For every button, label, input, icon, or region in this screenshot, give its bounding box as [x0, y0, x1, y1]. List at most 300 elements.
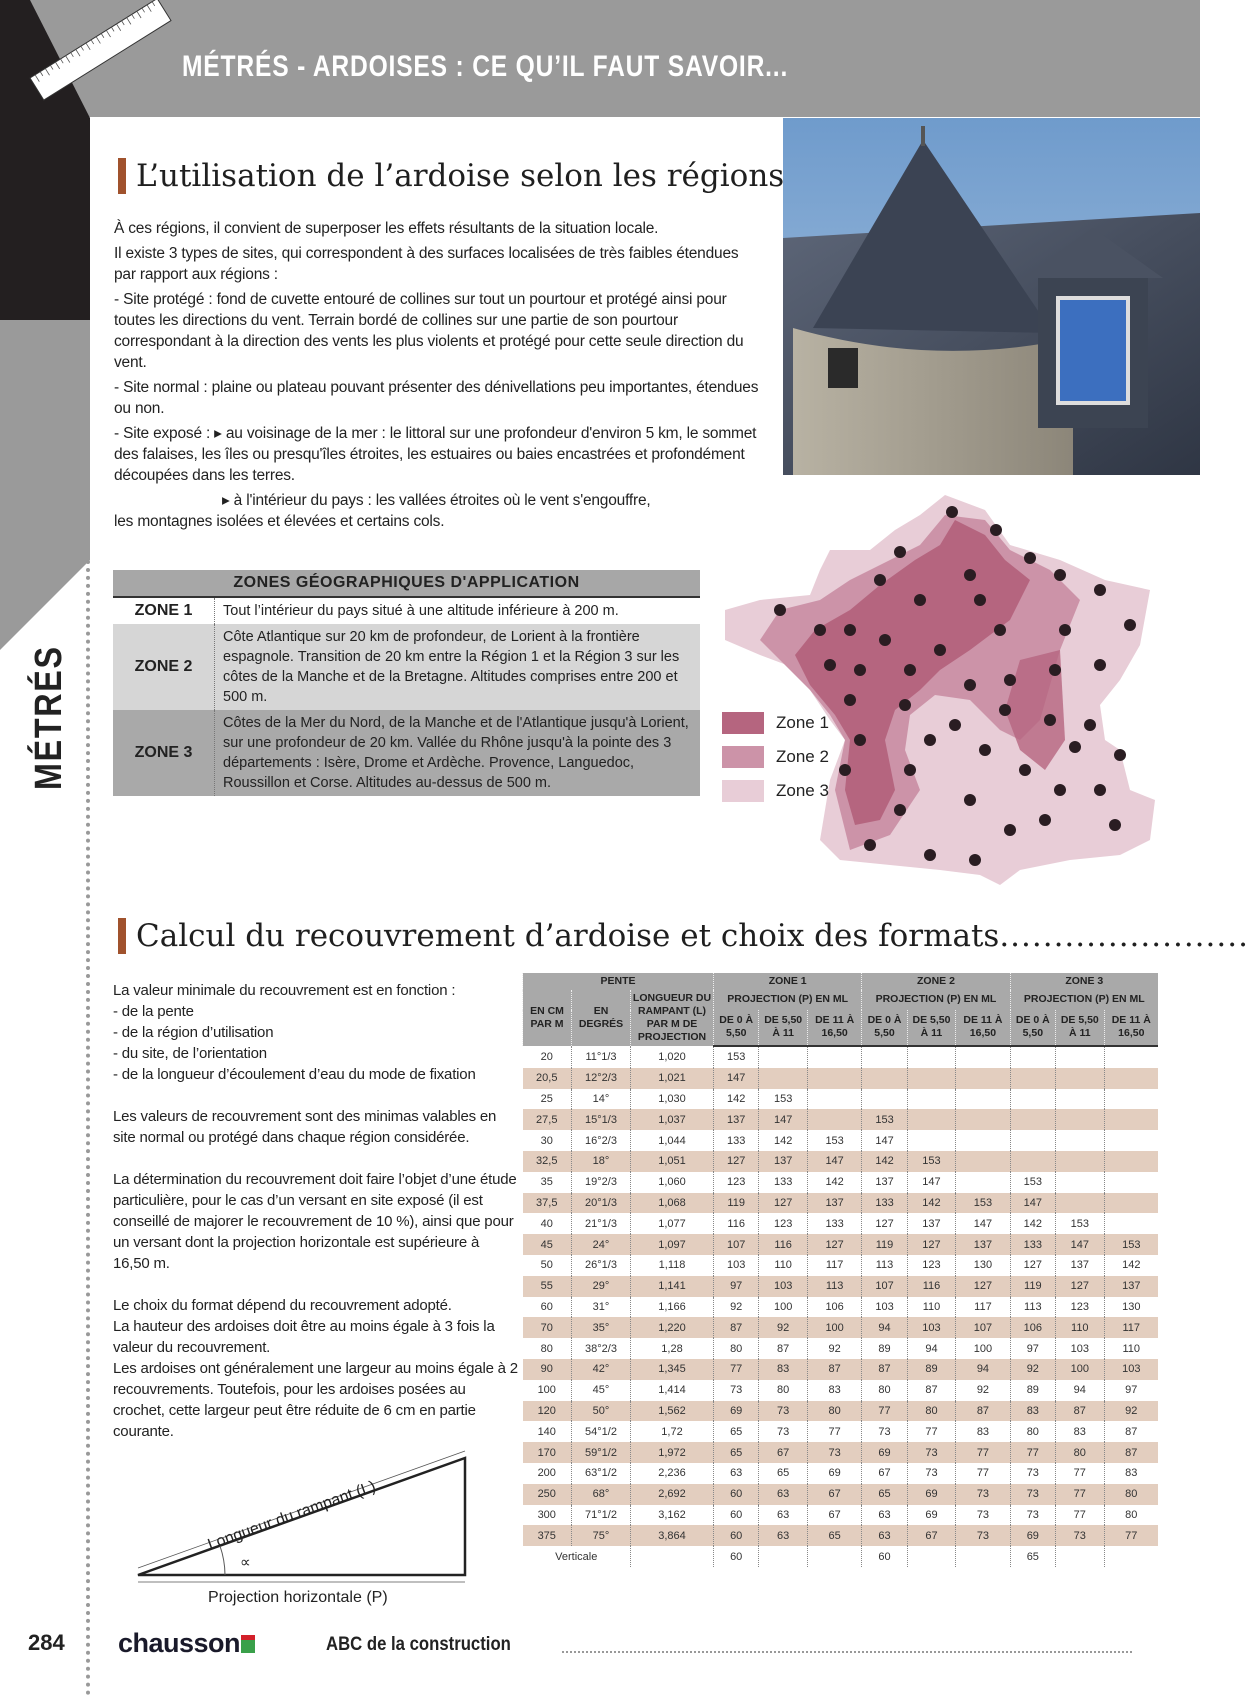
- table-cell: [1056, 1109, 1105, 1130]
- table-cell: 170: [523, 1442, 572, 1463]
- table-cell: 11°1/3: [572, 1046, 631, 1068]
- table-cell: 103: [1104, 1359, 1158, 1380]
- table-cell: 147: [807, 1151, 861, 1172]
- table-cell: [907, 1068, 956, 1089]
- dotted-margin-line: [86, 560, 90, 1696]
- table-cell: [1010, 1046, 1055, 1068]
- table-cell: 1,030: [631, 1089, 714, 1110]
- table-cell: [1104, 1068, 1158, 1089]
- zone-row: [113, 597, 700, 624]
- table-cell: 153: [1056, 1213, 1105, 1234]
- table-cell: [1056, 1130, 1105, 1151]
- table-cell: [1104, 1172, 1158, 1193]
- table-cell: 73: [907, 1463, 956, 1484]
- header-zone3: ZONE 3: [1010, 973, 1158, 990]
- table-cell: 300: [537, 1508, 556, 1521]
- header-zone1: ZONE 1: [714, 973, 862, 990]
- page-header-title: MÉTRÉS - ARDOISES : CE QU’IL FAUT SAVOIR...: [182, 50, 789, 83]
- table-cell: 54°1/2: [572, 1421, 631, 1442]
- footer-dotted-line: [562, 1651, 1132, 1653]
- table-cell: 89: [1010, 1380, 1055, 1401]
- table-cell: 77: [862, 1401, 907, 1422]
- table-cell: [1056, 1546, 1105, 1567]
- paragraph: La détermination du recouvrement doit faire l’objet d’une étude particulière, pour le cas d’un versant en site exposé (il est conseillé de majorer le recouvrement de 10 %), ainsi que pour un versant dont la projection horizontale est supérieure à 16,50 m.: [113, 1171, 517, 1272]
- table-cell: 77: [1104, 1525, 1158, 1546]
- table-cell: 87: [1104, 1442, 1158, 1463]
- table-cell: 18°: [572, 1151, 631, 1172]
- table-cell: 137: [759, 1151, 808, 1172]
- zones-table: [113, 570, 700, 796]
- table-cell: 100: [956, 1338, 1010, 1359]
- table-cell: 110: [907, 1297, 956, 1318]
- table-cell: 25: [540, 1092, 553, 1105]
- table-cell: 73: [956, 1484, 1010, 1505]
- paragraph: Les ardoises ont généralement une largeur au moins égale à 2 recouvrements. Toutefois, pour les ardoises posées au crochet, cette largeur peut être réduite de 6 cm en partie courante.: [113, 1360, 518, 1440]
- table-cell: 80: [862, 1380, 907, 1401]
- table-cell: 147: [956, 1213, 1010, 1234]
- table-cell: [1010, 1151, 1055, 1172]
- table-cell: 69: [1010, 1525, 1055, 1546]
- table-cell: 113: [1010, 1297, 1055, 1318]
- angle-label: ∝: [240, 1554, 251, 1571]
- table-cell: 65: [714, 1421, 759, 1442]
- table-cell: [907, 1046, 956, 1068]
- table-cell: 16°2/3: [572, 1130, 631, 1151]
- table-cell: 110: [1056, 1317, 1105, 1338]
- table-cell: 80: [540, 1342, 553, 1355]
- paragraph: Il existe 3 types de sites, qui correspondent à des surfaces localisées de très faibles étendues par rapport aux régions :: [114, 245, 739, 283]
- table-cell: 142: [907, 1193, 956, 1214]
- table-row: [523, 1046, 1159, 1068]
- table-cell: 92: [956, 1380, 1010, 1401]
- table-cell: 147: [759, 1109, 808, 1130]
- table-cell: 67: [807, 1484, 861, 1505]
- table-cell: 73: [956, 1505, 1010, 1526]
- table-cell: [907, 1109, 956, 1130]
- map-legend: [722, 712, 829, 814]
- table-cell: 127: [759, 1193, 808, 1214]
- table-row: [523, 1380, 1159, 1401]
- slope-label: Longueur du rampant (L): [205, 1478, 378, 1554]
- zones-table-title: ZONES GÉOGRAPHIQUES D'APPLICATION: [113, 570, 700, 597]
- table-cell: [631, 1546, 714, 1567]
- table-cell: 63: [759, 1525, 808, 1546]
- calcul-text: [113, 980, 518, 1442]
- table-cell: 100: [1056, 1359, 1105, 1380]
- table-cell: 100: [807, 1317, 861, 1338]
- table-cell: 1,077: [631, 1213, 714, 1234]
- table-cell: 1,060: [631, 1172, 714, 1193]
- table-cell: 87: [956, 1401, 1010, 1422]
- table-cell: 1,972: [631, 1442, 714, 1463]
- table-row: [523, 1359, 1159, 1380]
- table-cell: 68°: [572, 1484, 631, 1505]
- table-cell: 83: [1056, 1421, 1105, 1442]
- table-cell: 80: [907, 1401, 956, 1422]
- table-cell: [1056, 1046, 1105, 1068]
- table-cell: 117: [956, 1297, 1010, 1318]
- table-cell: 137: [956, 1234, 1010, 1255]
- table-cell: 20: [540, 1050, 553, 1063]
- header-range: DE 0 À 5,50: [862, 1010, 907, 1046]
- table-cell: 65: [759, 1463, 808, 1484]
- table-cell: 94: [907, 1338, 956, 1359]
- table-cell: 35°: [572, 1317, 631, 1338]
- table-cell: 67: [907, 1525, 956, 1546]
- table-cell: 63°1/2: [572, 1463, 631, 1484]
- page-number: 284: [28, 1630, 65, 1655]
- table-cell: 94: [1056, 1380, 1105, 1401]
- table-cell: [1104, 1193, 1158, 1214]
- table-cell: 1,044: [631, 1130, 714, 1151]
- slate-roof-photo: [783, 118, 1200, 475]
- zone2-swatch: [722, 746, 764, 768]
- table-cell: [956, 1546, 1010, 1567]
- table-cell: 83: [956, 1421, 1010, 1442]
- table-cell: 107: [956, 1317, 1010, 1338]
- table-cell: [807, 1109, 861, 1130]
- legend-item: [722, 712, 829, 734]
- table-cell: 1,118: [631, 1255, 714, 1276]
- table-cell: [862, 1089, 907, 1110]
- table-row: [523, 1442, 1159, 1463]
- table-cell: 73: [807, 1442, 861, 1463]
- table-cell: 142: [1104, 1255, 1158, 1276]
- table-cell: 142: [759, 1130, 808, 1151]
- table-cell: 69: [907, 1505, 956, 1526]
- table-cell: 60: [714, 1505, 759, 1526]
- table-cell: [907, 1130, 956, 1151]
- table-cell: [1056, 1151, 1105, 1172]
- table-cell: 80: [1056, 1442, 1105, 1463]
- section-title-text: Calcul du recouvrement d’ardoise et choix des formats: [136, 918, 1000, 954]
- brand-name: chausson: [118, 1628, 241, 1658]
- regions-text: [114, 218, 764, 536]
- paragraph: - Site exposé : ▸ au voisinage de la mer : le littoral sur une profondeur d'environ 5 km, le sommet des falaises, les îles ou presqu'îles étroites, les estuaires ou baies encastrées et profondément découpées dans les terres.: [114, 425, 757, 484]
- table-cell: [807, 1046, 861, 1068]
- table-row: [523, 1317, 1159, 1338]
- table-cell: 130: [1104, 1297, 1158, 1318]
- table-cell: [1010, 1068, 1055, 1089]
- table-cell: 120: [523, 1401, 572, 1422]
- table-cell: 69: [714, 1401, 759, 1422]
- table-cell: 65: [807, 1525, 861, 1546]
- table-cell: 80: [1010, 1421, 1055, 1442]
- table-cell: [1104, 1046, 1158, 1068]
- table-cell: 87: [759, 1338, 808, 1359]
- table-cell: 250: [523, 1484, 572, 1505]
- table-cell: 97: [1010, 1338, 1055, 1359]
- table-cell: 77: [1056, 1484, 1105, 1505]
- table-cell: 119: [862, 1234, 907, 1255]
- table-cell: 55: [523, 1276, 572, 1297]
- table-cell: 71°1/2: [572, 1505, 631, 1526]
- table-cell: [1056, 1089, 1105, 1110]
- table-cell: 40: [540, 1217, 553, 1230]
- table-row: [523, 1484, 1159, 1505]
- header-range: DE 11 À 16,50: [807, 1010, 861, 1046]
- table-cell: 123: [907, 1255, 956, 1276]
- table-cell: 42°: [572, 1359, 631, 1380]
- table-cell: 37,5: [523, 1193, 572, 1214]
- table-cell: 77: [714, 1359, 759, 1380]
- zone-label: ZONE 2: [113, 624, 215, 710]
- table-cell: 29°: [572, 1276, 631, 1297]
- table-cell: 140: [537, 1425, 556, 1438]
- table-cell: [807, 1089, 861, 1110]
- table-cell: 80: [807, 1401, 861, 1422]
- table-cell: 60: [862, 1546, 907, 1567]
- table-row: [523, 1172, 1159, 1193]
- table-cell: 107: [862, 1276, 907, 1297]
- table-cell: 142: [1010, 1213, 1055, 1234]
- table-row: [523, 1297, 1159, 1318]
- section-title-calcul: Calcul du recouvrement d’ardoise et choix des formats.......................: [118, 918, 1249, 954]
- table-cell: 80: [759, 1380, 808, 1401]
- table-cell: 375: [523, 1525, 572, 1546]
- table-cell: 67: [862, 1463, 907, 1484]
- table-cell: 3,162: [631, 1505, 714, 1526]
- table-cell: 87: [862, 1359, 907, 1380]
- table-cell: 20,5: [523, 1068, 572, 1089]
- table-cell: 67: [807, 1505, 861, 1526]
- table-cell: 137: [1056, 1255, 1105, 1276]
- table-cell: 116: [759, 1234, 808, 1255]
- table-cell: 1,166: [631, 1297, 714, 1318]
- paragraph: Les valeurs de recouvrement sont des minimas valables en site normal ou protégé dans chaque région considérée.: [113, 1108, 497, 1146]
- header-range: DE 5,50 À 11: [907, 1010, 956, 1046]
- table-cell: 116: [714, 1213, 759, 1234]
- table-cell: 87: [1056, 1401, 1105, 1422]
- paragraph: À ces régions, il convient de superposer les effets résultants de la situation locale.: [114, 220, 659, 237]
- legend-label: Zone 2: [776, 747, 829, 766]
- table-row: [523, 1276, 1159, 1297]
- table-row-verticale: [523, 1546, 1159, 1567]
- table-cell: [1104, 1213, 1158, 1234]
- table-cell: 15°1/3: [572, 1109, 631, 1130]
- base-label: Projection horizontale (P): [208, 1589, 388, 1606]
- table-cell: 87: [1104, 1421, 1158, 1442]
- table-cell: 94: [956, 1359, 1010, 1380]
- table-cell: 69: [862, 1442, 907, 1463]
- zone3-swatch: [722, 780, 764, 802]
- table-cell: 83: [1104, 1463, 1158, 1484]
- table-cell: 137: [862, 1172, 907, 1193]
- table-cell: 110: [759, 1255, 808, 1276]
- table-cell: 65: [1010, 1546, 1055, 1567]
- table-row: [523, 1193, 1159, 1214]
- table-cell: [1056, 1172, 1105, 1193]
- slope-diagram: [130, 1450, 500, 1606]
- table-cell: 100: [537, 1384, 556, 1397]
- table-cell: 73: [907, 1442, 956, 1463]
- paragraph: ▸ à l'intérieur du pays : les vallées étroites où le vent s'engouffre,: [222, 492, 651, 509]
- table-cell: [807, 1546, 861, 1567]
- table-row: [523, 1130, 1159, 1151]
- table-cell: 110: [1104, 1338, 1158, 1359]
- table-cell: 127: [1010, 1255, 1055, 1276]
- table-cell: 127: [714, 1151, 759, 1172]
- table-cell: 87: [714, 1317, 759, 1338]
- table-cell: 200: [537, 1467, 556, 1480]
- table-cell: 106: [807, 1297, 861, 1318]
- table-cell: 153: [714, 1046, 759, 1068]
- table-row: [523, 1151, 1159, 1172]
- table-cell: [956, 1068, 1010, 1089]
- table-cell: 63: [862, 1525, 907, 1546]
- verticale-label: Verticale: [523, 1546, 631, 1567]
- table-cell: 73: [714, 1380, 759, 1401]
- table-cell: 127: [956, 1276, 1010, 1297]
- table-cell: 73: [1010, 1505, 1055, 1526]
- table-cell: 75°: [572, 1525, 631, 1546]
- table-cell: [759, 1068, 808, 1089]
- section-title-regions: L’utilisation de l’ardoise selon les régions: [118, 158, 784, 194]
- header-range: DE 11 À 16,50: [956, 1010, 1010, 1046]
- table-cell: [1010, 1109, 1055, 1130]
- table-cell: 147: [714, 1068, 759, 1089]
- table-cell: 87: [807, 1359, 861, 1380]
- table-cell: 97: [1104, 1380, 1158, 1401]
- table-cell: 21°1/3: [572, 1213, 631, 1234]
- paragraph: Le choix du format dépend du recouvrement adopté.: [113, 1297, 452, 1314]
- table-cell: 77: [956, 1442, 1010, 1463]
- table-cell: 127: [907, 1234, 956, 1255]
- table-row: [523, 1463, 1159, 1484]
- table-cell: 100: [759, 1297, 808, 1318]
- table-cell: 142: [862, 1151, 907, 1172]
- header-range: DE 5,50 À 11: [759, 1010, 808, 1046]
- table-row: [523, 1255, 1159, 1276]
- header-projection: PROJECTION (P) EN ML: [862, 990, 1010, 1010]
- table-cell: [1010, 1130, 1055, 1151]
- table-cell: 63: [862, 1505, 907, 1526]
- header-degres: EN DEGRÉS: [572, 990, 631, 1046]
- table-cell: 1,562: [631, 1401, 714, 1422]
- table-cell: 73: [1056, 1525, 1105, 1546]
- table-cell: 1,068: [631, 1193, 714, 1214]
- table-cell: 83: [1010, 1401, 1055, 1422]
- recouvrement-table: [522, 973, 1158, 1567]
- table-cell: 1,021: [631, 1068, 714, 1089]
- table-row: [523, 1338, 1159, 1359]
- table-row: [523, 1525, 1159, 1546]
- table-cell: [759, 1546, 808, 1567]
- table-cell: [956, 1172, 1010, 1193]
- table-cell: 50°: [572, 1401, 631, 1422]
- table-cell: 70: [523, 1317, 572, 1338]
- table-cell: 153: [759, 1089, 808, 1110]
- table-cell: 103: [907, 1317, 956, 1338]
- text-line: - du site, de l’orientation: [113, 1045, 267, 1062]
- zone-description: Côte Atlantique sur 20 km de profondeur, de Lorient à la frontière espagnole. Transition de 20 km entre la Région 1 et la Région 3 sur les côtes de la Manche et de la Bretagne. Altitudes comprises entre 200 et 500 m.: [215, 624, 701, 710]
- legend-item: [722, 746, 829, 768]
- table-cell: 1,141: [631, 1276, 714, 1297]
- table-cell: 12°2/3: [572, 1068, 631, 1089]
- table-cell: 30: [540, 1134, 553, 1147]
- table-cell: 1,72: [631, 1421, 714, 1442]
- table-cell: 77: [807, 1421, 861, 1442]
- table-cell: 92: [1104, 1401, 1158, 1422]
- side-section-label: MÉTRÉS: [28, 645, 70, 790]
- table-cell: 127: [807, 1234, 861, 1255]
- table-cell: 89: [907, 1359, 956, 1380]
- text-line: La valeur minimale du recouvrement est en fonction :: [113, 982, 456, 999]
- table-cell: [1104, 1151, 1158, 1172]
- france-zone-map: [720, 490, 1180, 900]
- table-cell: 65: [714, 1442, 759, 1463]
- table-cell: 69: [807, 1463, 861, 1484]
- table-cell: 73: [1010, 1463, 1055, 1484]
- footer-tagline: ABC de la construction: [326, 1634, 511, 1655]
- table-cell: 80: [1104, 1484, 1158, 1505]
- table-cell: 137: [714, 1109, 759, 1130]
- table-cell: [956, 1046, 1010, 1068]
- table-cell: [907, 1089, 956, 1110]
- table-cell: 73: [1010, 1484, 1055, 1505]
- text-line: - de la longueur d’écoulement d’eau du mode de fixation: [113, 1066, 476, 1083]
- header-projection: PROJECTION (P) EN ML: [714, 990, 862, 1010]
- table-cell: 117: [1104, 1317, 1158, 1338]
- paragraph: - Site protégé : fond de cuvette entouré de collines sur tout un pourtour et protégé ainsi pour toutes les directions du vent. Terrain bordé de collines sur une partie de son pourtour correspondant à la direction des vents les plus violents et protégé pour cette seule direction du vent.: [114, 291, 744, 371]
- paragraph: les montagnes isolées et élevées et certains cols.: [114, 513, 445, 530]
- table-cell: 116: [907, 1276, 956, 1297]
- table-cell: 127: [862, 1213, 907, 1234]
- table-cell: 26°1/3: [572, 1255, 631, 1276]
- zone-row: [113, 624, 700, 710]
- table-cell: [1056, 1193, 1105, 1214]
- table-cell: 103: [759, 1276, 808, 1297]
- header-cm: EN CM PAR M: [523, 990, 572, 1046]
- table-row: [523, 1213, 1159, 1234]
- zone-label: ZONE 1: [113, 597, 215, 624]
- table-cell: 147: [907, 1172, 956, 1193]
- table-cell: 50: [540, 1259, 553, 1272]
- table-cell: 45: [523, 1234, 572, 1255]
- table-cell: 80: [1104, 1505, 1158, 1526]
- table-cell: 60: [714, 1484, 759, 1505]
- table-cell: 106: [1010, 1317, 1055, 1338]
- table-cell: [862, 1046, 907, 1068]
- table-cell: [956, 1089, 1010, 1110]
- table-cell: 103: [862, 1297, 907, 1318]
- table-cell: 1,051: [631, 1151, 714, 1172]
- table-cell: 59°1/2: [572, 1442, 631, 1463]
- table-cell: 113: [862, 1255, 907, 1276]
- table-cell: 92: [714, 1297, 759, 1318]
- table-row: [523, 1505, 1159, 1526]
- table-cell: 153: [807, 1130, 861, 1151]
- table-cell: 20°1/3: [572, 1193, 631, 1214]
- header-projection: PROJECTION (P) EN ML: [1010, 990, 1158, 1010]
- table-cell: 60: [714, 1546, 759, 1567]
- table-cell: 117: [807, 1255, 861, 1276]
- table-cell: 89: [862, 1338, 907, 1359]
- table-cell: 137: [907, 1213, 956, 1234]
- header-range: DE 0 À 5,50: [714, 1010, 759, 1046]
- table-cell: 113: [807, 1276, 861, 1297]
- table-cell: [1010, 1089, 1055, 1110]
- table-cell: 153: [907, 1151, 956, 1172]
- table-cell: 1,28: [631, 1338, 714, 1359]
- table-row: [523, 1401, 1159, 1422]
- table-cell: 63: [759, 1484, 808, 1505]
- table-cell: 90: [523, 1359, 572, 1380]
- table-cell: 32,5: [523, 1151, 572, 1172]
- table-cell: 123: [759, 1213, 808, 1234]
- table-cell: [956, 1109, 1010, 1130]
- table-row: [523, 1234, 1159, 1255]
